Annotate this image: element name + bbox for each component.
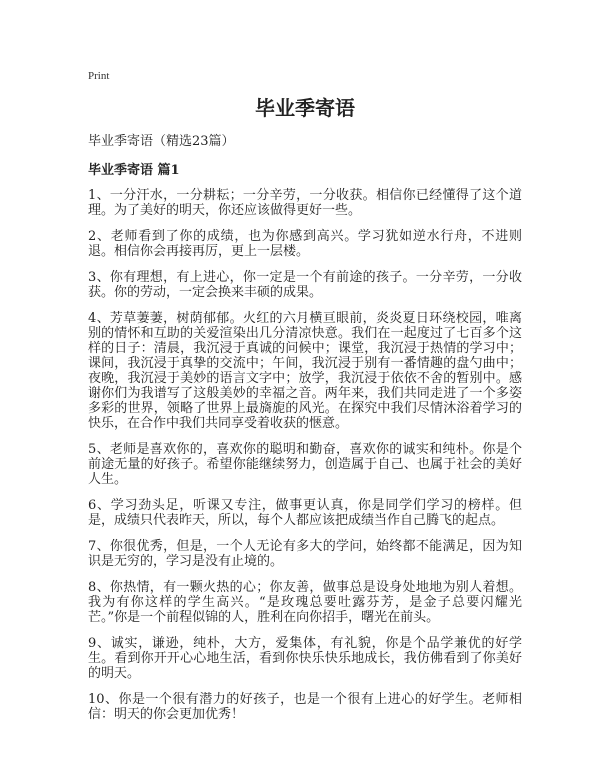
paragraph-3: 3、你有理想，有上进心，你一定是一个有前途的孩子。一分辛劳，一分收获。你的劳动，一定会换来丰硕的成果。 [88, 270, 522, 300]
paragraph-6: 6、学习劲头足，听课又专注，做事更认真，你是同学们学习的榜样。但是，成绩只代表昨天，所以，每个人都应该把成绩当作自己腾飞的起点。 [88, 498, 522, 528]
paragraph-1: 1、一分汗水，一分耕耘；一分辛劳，一分收获。相信你已经懂得了这个道理。为了美好的明天，你还应该做得更好一些。 [88, 188, 522, 218]
document-title: 毕业季寄语 [255, 96, 355, 120]
paragraph-8: 8、你热情，有一颗火热的心；你友善，做事总是设身处地地为别人着想。我为有你这样的学生高兴。“是玫瑰总要吐露芬芳，是金子总要闪耀光芒。”你是一个前程似锦的人，胜利在向你招手，曙光在前头。 [88, 580, 522, 625]
paragraph-7: 7、你很优秀，但是，一个人无论有多大的学问，始终都不能满足，因为知识是无穷的，学习是没有止境的。 [88, 539, 522, 569]
paragraph-4: 4、芳草萋萋，树荫郁郁。火红的六月横亘眼前，炎炎夏日环绕校园，唯离别的情怀和互助的关爱渲染出几分清凉快意。我们在一起度过了七百多个这样的日子：清晨，我沉浸于真诚的问候中；课堂，我沉浸于热情的学习中；课间，我沉浸于真挚的交流中；午间，我沉浸于别有一番情趣的盘勺曲中；夜晚，我沉浸于美妙的语言文字中；放学，我沉浸于依依不舍的暂别中。感谢你们为我谱写了这般美妙的幸福之音。两年来，我们共同走进了一个多姿多彩的世界，领略了世界上最旖旎的风光。在探究中我们尽情沐浴着学习的快乐，在合作中我们共同享受着收获的惬意。 [88, 311, 522, 431]
print-label: Print [88, 70, 110, 82]
paragraph-9: 9、诚实，谦逊，纯朴，大方，爱集体，有礼貌，你是个品学兼优的好学生。看到你开开心心地生活，看到你快乐快乐地成长，我仿佛看到了你美好的明天。 [88, 636, 522, 681]
paragraph-5: 5、老师是喜欢你的，喜欢你的聪明和勤奋，喜欢你的诚实和纯朴。你是个前途无量的好孩子。希望你能继续努力，创造属于自己、也属于社会的美好人生。 [88, 442, 522, 487]
section-heading: 毕业季寄语 篇1 [88, 163, 180, 178]
paragraph-10: 10、你是一个很有潜力的好孩子，也是一个很有上进心的好学生。老师相信：明天的你会更加优秀！ [88, 692, 522, 722]
paragraph-2: 2、老师看到了你的成绩，也为你感到高兴。学习犹如逆水行舟，不进则退。相信你会再接再厉，更上一层楼。 [88, 229, 522, 259]
document-page [88, 70, 522, 733]
document-subtitle: 毕业季寄语（精选23篇） [88, 134, 235, 149]
